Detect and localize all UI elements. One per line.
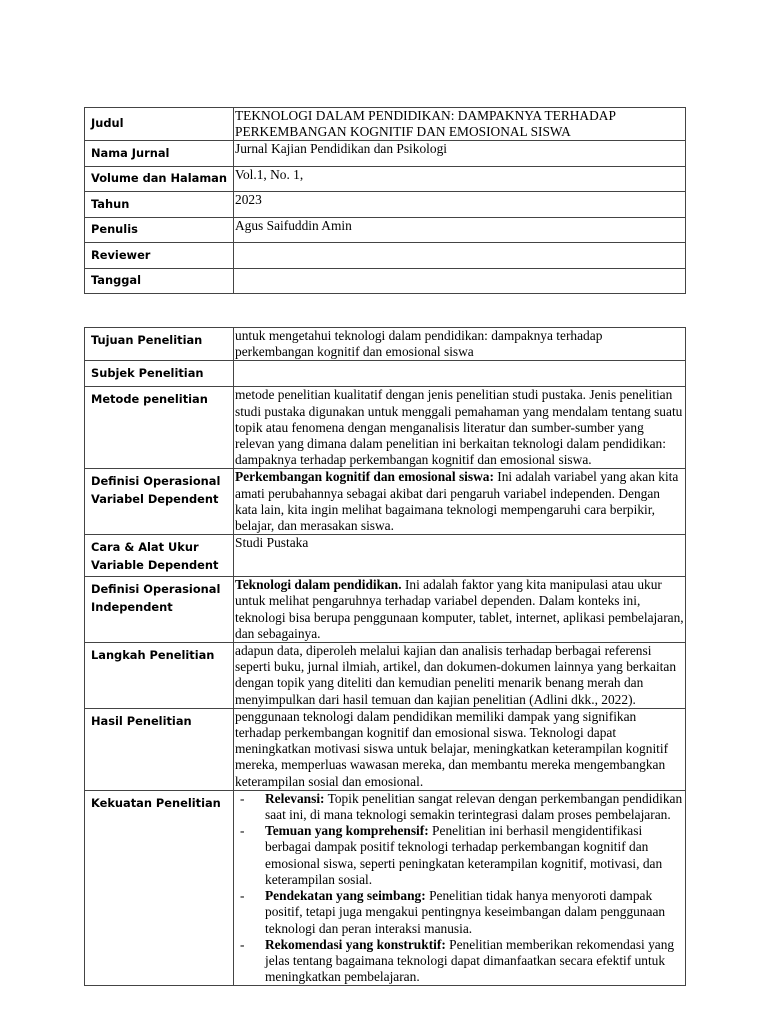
list-item	[235, 937, 684, 986]
text-dependent: Ini adalah variabel yang akan kita amati perubahannya sebagai akibat dari pengaruh variabel independen. Dengan kata lain, kita ingin melihat bagaimana teknologi mempengaruhi cara berpikir, belajar, dan merasakan siswa.	[235, 469, 679, 534]
value-reviewer	[234, 243, 686, 269]
strength-title: Rekomendasi yang konstruktif:	[265, 936, 446, 952]
value-tujuan: untuk mengetahui teknologi dalam pendidikan: dampaknya terhadap perkembangan kognitif dan emosional siswa	[234, 328, 686, 361]
label-tujuan: Tujuan Penelitian	[85, 328, 234, 361]
table-row	[85, 328, 686, 361]
value-cara-alat: Studi Pustaka	[234, 535, 686, 577]
list-item	[235, 823, 684, 888]
label-judul: Judul	[85, 108, 234, 141]
strength-text: Penelitian memberikan rekomendasi yang jelas tentang bagaimana teknologi dapat dimanfaatkan secara efektif untuk meningkatkan pembelajaran.	[265, 936, 675, 985]
strength-title: Temuan yang komprehensif:	[265, 823, 429, 839]
table-row	[85, 166, 686, 192]
label-nama-jurnal: Nama Jurnal	[85, 141, 234, 167]
list-item	[235, 791, 684, 823]
list-item	[235, 888, 684, 937]
table-row	[85, 643, 686, 709]
table-row	[85, 141, 686, 167]
table-row	[85, 243, 686, 269]
label-cara-alat: Cara & Alat Ukur Variable Dependent	[85, 535, 234, 577]
term-independent: Teknologi dalam pendidikan.	[235, 577, 402, 593]
value-nama-jurnal: Jurnal Kajian Pendidikan dan Psikologi	[234, 141, 686, 167]
label-volume: Volume dan Halaman	[85, 166, 234, 192]
table-row	[85, 268, 686, 294]
label-subjek: Subjek Penelitian	[85, 361, 234, 387]
value-hasil: penggunaan teknologi dalam pendidikan memiliki dampak yang signifikan terhadap perkembangan kognitif dan emosional siswa. Teknologi dapat meningkatkan motivasi siswa untuk belajar, meningkatkan keterampilan kognitif mereka, memperluas wawasan mereka, dan membantu mereka mengembangkan keterampilan sosial dan emosional.	[234, 708, 686, 790]
strength-text: Penelitian tidak hanya menyoroti dampak positif, tetapi juga mengakui pentingnya keseimbangan dalam penggunaan teknologi dan peran interaksi manusia.	[265, 888, 666, 936]
strength-text: Topik penelitian sangat relevan dengan perkembangan pendidikan saat ini, di mana teknologi semakin terintegrasi dalam proses pembelajaran.	[265, 790, 683, 823]
table-row	[85, 535, 686, 577]
table-row	[85, 708, 686, 790]
table-row	[85, 108, 686, 141]
value-tanggal	[234, 268, 686, 294]
strengths-list	[235, 791, 684, 985]
value-def-dependent	[234, 469, 686, 535]
review-table	[84, 327, 686, 986]
label-reviewer: Reviewer	[85, 243, 234, 269]
value-kekuatan	[234, 790, 686, 985]
value-langkah: adapun data, diperoleh melalui kajian dan analisis terhadap berbagai referensi seperti buku, jurnal ilmiah, artikel, dan dokumen-dokumen lainnya yang berkaitan dengan topik yang diteliti dan kemudian peneliti menarik benang merah dan menyimpulkan dari hasil temuan dan kajian penelitian (Adlini dkk., 2022).	[234, 643, 686, 709]
value-volume: Vol.1, No. 1,	[234, 166, 686, 192]
label-def-independent: Definisi Operasional Independent	[85, 577, 234, 643]
term-dependent: Perkembangan kognitif dan emosional siswa:	[235, 469, 494, 485]
label-langkah: Langkah Penelitian	[85, 643, 234, 709]
table-row	[85, 217, 686, 243]
text-independent: Ini adalah faktor yang kita manipulasi atau ukur untuk melihat pengaruhnya terhadap variabel dependen. Dalam konteks ini, teknologi bisa berupa penggunaan komputer, tablet, internet, aplikasi pembelajaran, dan sebagainya.	[235, 577, 684, 641]
value-judul: TEKNOLOGI DALAM PENDIDIKAN: DAMPAKNYA TERHADAP PERKEMBANGAN KOGNITIF DAN EMOSIONAL SISWA	[234, 108, 686, 141]
value-subjek	[234, 361, 686, 387]
label-kekuatan: Kekuatan Penelitian	[85, 790, 234, 985]
label-penulis: Penulis	[85, 217, 234, 243]
table-row	[85, 790, 686, 985]
strength-text: Penelitian ini berhasil mengidentifikasi berbagai dampak positif teknologi terhadap perkembangan kognitif dan emosional siswa, seperti peningkatan keterampilan kognitif, motivasi, dan keterampilan sosial.	[265, 823, 663, 887]
value-metode: metode penelitian kualitatif dengan jenis penelitian studi pustaka. Jenis penelitian studi pustaka digunakan untuk menggali pemahaman yang mendalam tentang suatu topik atau fenomena dengan menganalisis literatur dan sumber-sumber yang relevan yang dimana dalam penelitian ini berkaitan teknologi dalam pendidikan: dampaknya terhadap perkembangan kognitif dan emosional siswa.	[234, 387, 686, 469]
label-def-dependent: Definisi Operasional Variabel Dependent	[85, 469, 234, 535]
strength-title: Pendekatan yang seimbang:	[265, 888, 426, 904]
label-tahun: Tahun	[85, 192, 234, 218]
table-row	[85, 192, 686, 218]
label-hasil: Hasil Penelitian	[85, 708, 234, 790]
strength-title: Relevansi:	[265, 790, 325, 806]
table-row	[85, 577, 686, 643]
table-row	[85, 361, 686, 387]
label-metode: Metode penelitian	[85, 387, 234, 469]
journal-info-table	[84, 107, 686, 294]
table-row	[85, 387, 686, 469]
table-row	[85, 469, 686, 535]
value-penulis: Agus Saifuddin Amin	[234, 217, 686, 243]
value-def-independent	[234, 577, 686, 643]
label-tanggal: Tanggal	[85, 268, 234, 294]
value-tahun: 2023	[234, 192, 686, 218]
